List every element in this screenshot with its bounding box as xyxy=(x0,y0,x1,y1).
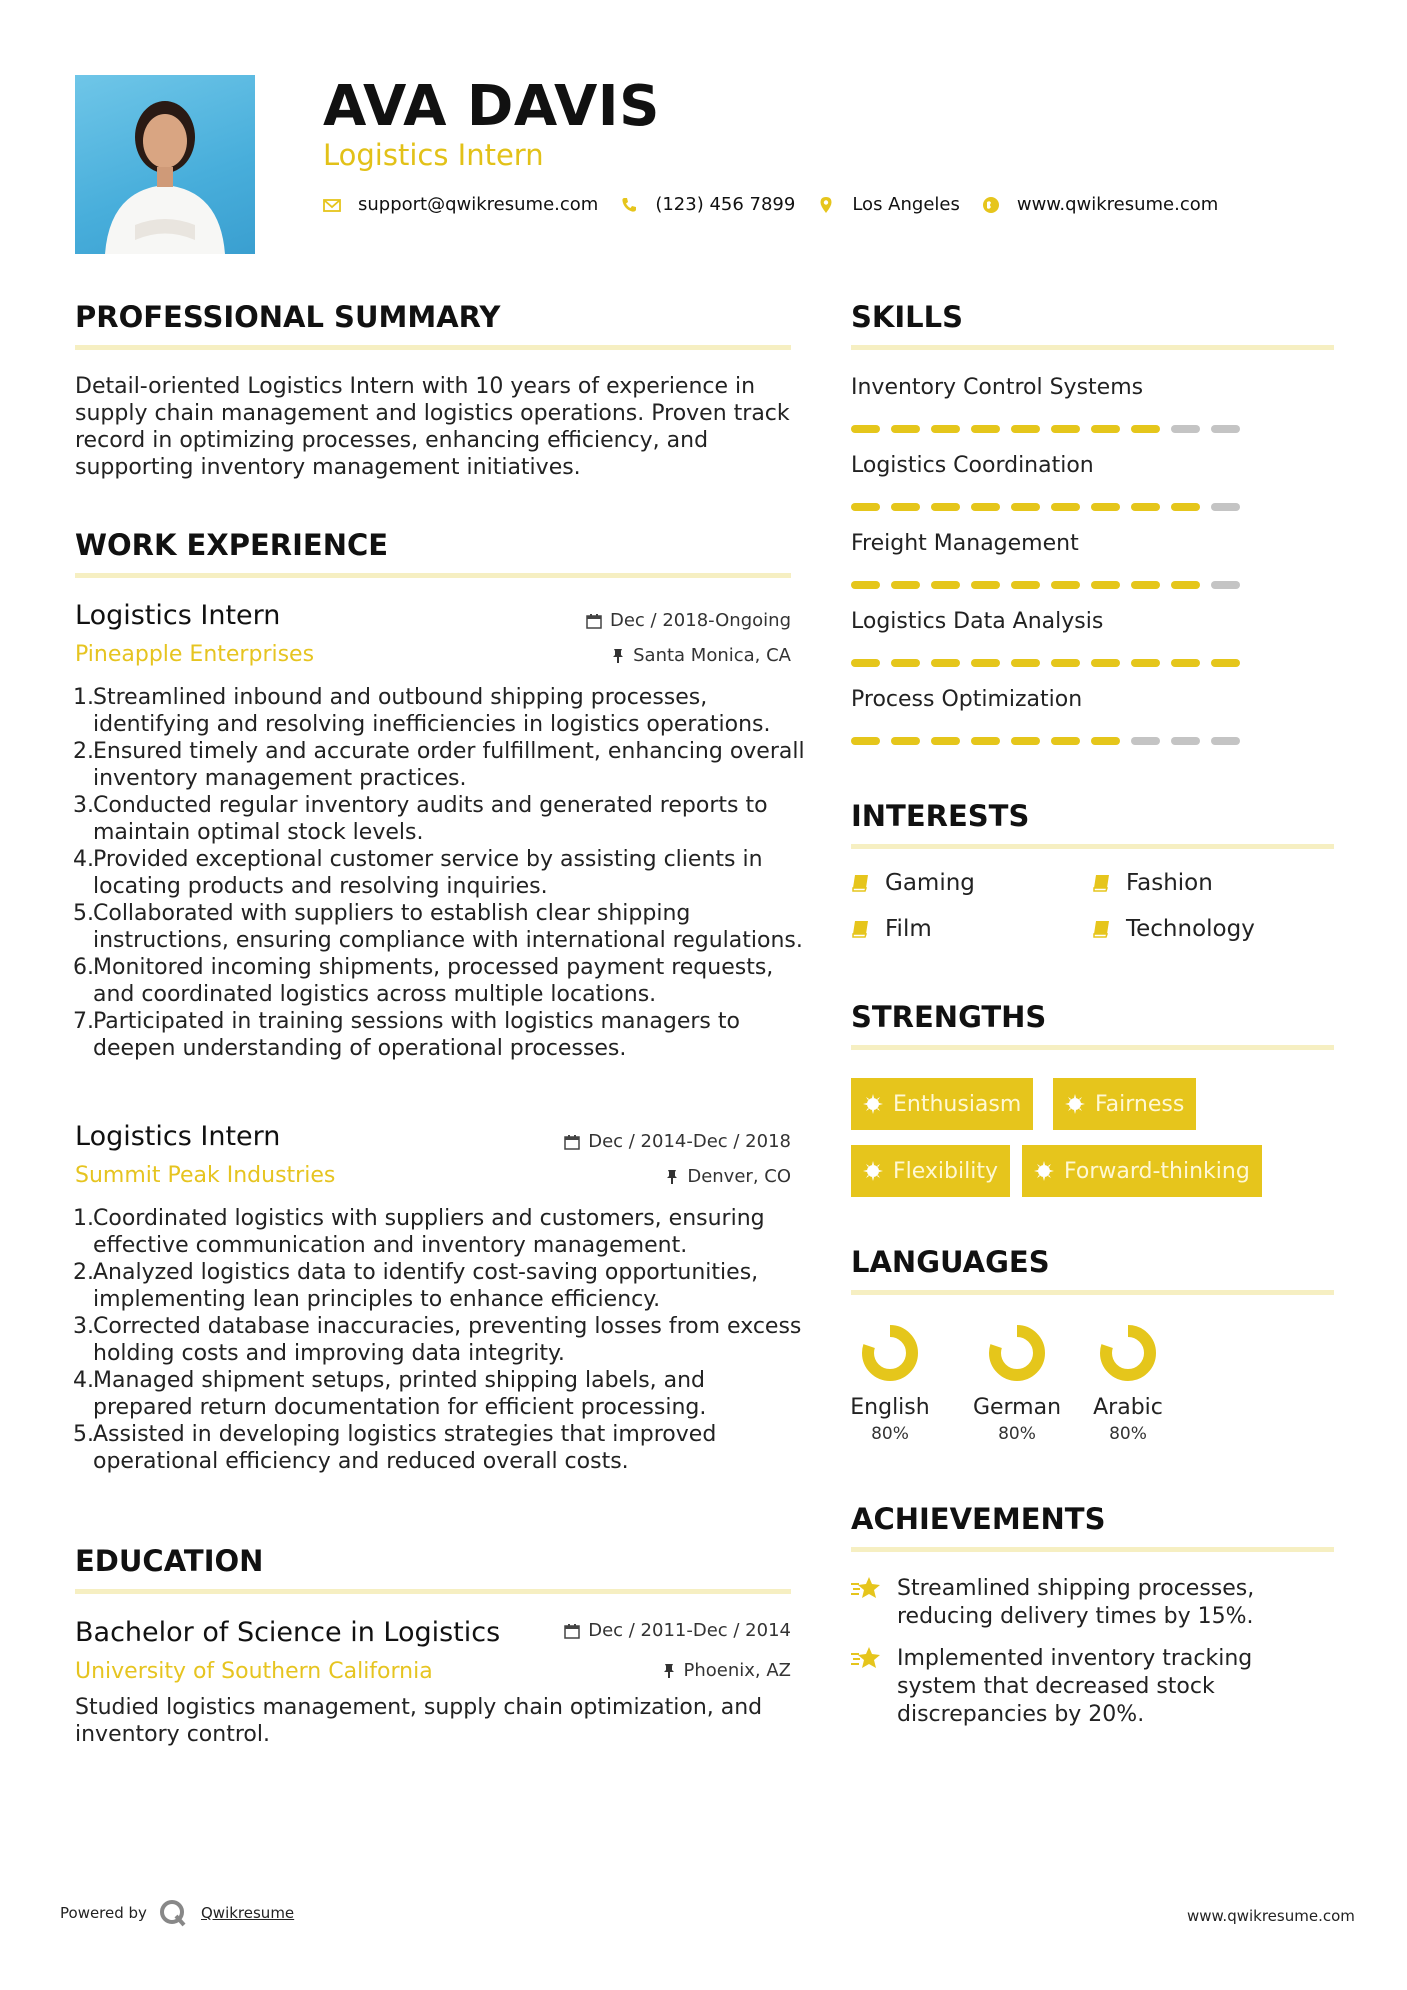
skill-name: Process Optimization xyxy=(851,687,1083,712)
skill-level-dash xyxy=(851,659,880,667)
skill-level-dash xyxy=(1051,503,1080,511)
job-bullets xyxy=(75,684,809,1062)
interest-item xyxy=(1092,916,1255,942)
skill-level-dash xyxy=(851,737,880,745)
skill-level-dash xyxy=(851,503,880,511)
contact-bar xyxy=(323,194,1240,215)
strength-chip xyxy=(851,1145,1010,1197)
skill-level-dash xyxy=(891,659,920,667)
skill-level-dash xyxy=(891,581,920,589)
language-ring-arc xyxy=(995,1331,1039,1375)
skill-level-dash xyxy=(1171,581,1200,589)
job-dates xyxy=(480,610,791,631)
strength-label: Flexibility xyxy=(893,1158,998,1184)
calendar-icon xyxy=(586,613,602,629)
skill-level-dash xyxy=(1091,581,1120,589)
interest-label: Film xyxy=(885,916,932,942)
interests-rule xyxy=(851,844,1334,849)
job-location xyxy=(480,645,791,666)
list-item: Ensured timely and accurate order fulfillment, enhancing overall inventory management practices. xyxy=(93,739,805,791)
summary-heading: PROFESSIONAL SUMMARY xyxy=(75,300,501,334)
list-item: Monitored incoming shipments, processed payment requests, and coordinated logistics across multiple locations. xyxy=(93,955,774,1007)
degree-title: Bachelor of Science in Logistics xyxy=(75,1617,501,1648)
skill-level-dash xyxy=(1051,581,1080,589)
skill-name: Inventory Control Systems xyxy=(851,375,1144,400)
skill-level-dash xyxy=(931,425,960,433)
job-dates xyxy=(480,1131,791,1152)
strength-chip xyxy=(1053,1078,1196,1130)
skill-level-dash xyxy=(971,503,1000,511)
location-pin-icon xyxy=(817,196,835,214)
book-icon xyxy=(1092,873,1112,893)
skill-level-dash xyxy=(1011,425,1040,433)
skill-level-dash xyxy=(1091,659,1120,667)
skill-level-dash xyxy=(1051,659,1080,667)
job-company: Summit Peak Industries xyxy=(75,1163,336,1188)
strengths-heading: STRENGTHS xyxy=(851,1000,1047,1034)
skill-level-dash xyxy=(1011,737,1040,745)
education-rule xyxy=(75,1589,791,1594)
education-location xyxy=(480,1660,791,1681)
skill-level-dash xyxy=(1091,425,1120,433)
achievement-item xyxy=(851,1645,1334,1729)
language-ring-arc xyxy=(1106,1331,1150,1375)
education-dates xyxy=(480,1620,791,1641)
job-dates-text: Dec / 2018-Ongoing xyxy=(610,610,791,631)
pushpin-icon xyxy=(662,1663,676,1679)
language-name: Arabic xyxy=(1093,1395,1163,1420)
interests-heading: INTERESTS xyxy=(851,799,1030,833)
education-location-text: Phoenix, AZ xyxy=(683,1660,791,1681)
skill-level-dash xyxy=(1131,737,1160,745)
strengths-rule xyxy=(851,1045,1334,1050)
globe-icon xyxy=(982,196,1000,214)
education-heading: EDUCATION xyxy=(75,1544,264,1578)
languages-heading: LANGUAGES xyxy=(851,1245,1050,1279)
skill-level-dash xyxy=(931,659,960,667)
skill-name: Logistics Data Analysis xyxy=(851,609,1104,634)
strength-label: Forward-thinking xyxy=(1064,1158,1250,1184)
skill-name: Logistics Coordination xyxy=(851,453,1094,478)
skill-level-dash xyxy=(1131,503,1160,511)
skill-level-dash xyxy=(971,425,1000,433)
school-name: University of Southern California xyxy=(75,1659,433,1684)
skill-level-dash xyxy=(1171,503,1200,511)
skill-level-dash xyxy=(1011,581,1040,589)
skill-level-dash xyxy=(931,503,960,511)
interest-item xyxy=(1092,870,1213,896)
skills-heading: SKILLS xyxy=(851,300,963,334)
job-location-text: Denver, CO xyxy=(687,1166,791,1187)
skill-level-dash xyxy=(1091,503,1120,511)
skill-name: Freight Management xyxy=(851,531,1079,556)
sun-icon xyxy=(1034,1161,1054,1181)
skill-level-dash xyxy=(1171,659,1200,667)
interest-item xyxy=(851,916,932,942)
interest-label: Technology xyxy=(1126,916,1255,942)
language-ring-arc xyxy=(868,1331,912,1375)
contact-location: Los Angeles xyxy=(852,194,960,215)
skill-level-dash xyxy=(1011,503,1040,511)
skill-level-bar xyxy=(851,503,1240,511)
language-ring xyxy=(860,1323,920,1383)
skill-level-dash xyxy=(1211,659,1240,667)
strength-label: Enthusiasm xyxy=(893,1091,1022,1117)
email-icon xyxy=(323,196,341,214)
language-name: English xyxy=(850,1395,930,1420)
achievement-text: Streamlined shipping processes, reducing delivery times by 15%. xyxy=(897,1576,1255,1629)
footer-url[interactable]: www.qwikresume.com xyxy=(1187,1907,1355,1925)
strength-label: Fairness xyxy=(1095,1091,1185,1117)
phone-icon xyxy=(620,196,638,214)
candidate-title: Logistics Intern xyxy=(323,138,544,172)
interest-item xyxy=(851,870,975,896)
language-item xyxy=(845,1323,935,1444)
skill-level-bar xyxy=(851,659,1240,667)
skill-level-dash xyxy=(1131,425,1160,433)
education-description: Studied logistics management, supply chain optimization, and inventory control. xyxy=(75,1695,763,1747)
experience-rule xyxy=(75,573,791,578)
skill-level-dash xyxy=(891,425,920,433)
language-name: German xyxy=(972,1395,1062,1420)
skill-level-dash xyxy=(1171,737,1200,745)
star-icon xyxy=(851,1575,881,1601)
skill-level-dash xyxy=(971,737,1000,745)
summary-text: Detail-oriented Logistics Intern with 10 years of experience in supply chain management and logistics operations. Proven track record in optimizing processes, enhancing efficiency, and supporting inventory management initiatives. xyxy=(75,374,790,480)
achievement-text: Implemented inventory tracking system that decreased stock discrepancies by 20%. xyxy=(897,1646,1253,1727)
list-item: Managed shipment setups, printed shipping labels, and prepared return documentation for efficient processing. xyxy=(93,1368,707,1420)
list-item: Streamlined inbound and outbound shipping processes, identifying and resolving inefficiencies in logistics operations. xyxy=(93,685,771,737)
job-bullets xyxy=(75,1205,809,1475)
pushpin-icon xyxy=(665,1169,679,1185)
skill-level-dash xyxy=(1171,425,1200,433)
interest-label: Gaming xyxy=(885,870,975,896)
list-item: Coordinated logistics with suppliers and customers, ensuring effective communication and inventory management. xyxy=(93,1206,765,1258)
contact-phone[interactable]: (123) 456 7899 xyxy=(655,194,796,215)
achievements-heading: ACHIEVEMENTS xyxy=(851,1502,1106,1536)
strength-chip xyxy=(851,1078,1033,1130)
qwikresume-logo-icon xyxy=(158,1898,188,1928)
calendar-icon xyxy=(564,1134,580,1150)
book-icon xyxy=(1092,919,1112,939)
skills-rule xyxy=(851,345,1334,350)
list-item: Provided exceptional customer service by assisting clients in locating products and resolving inquiries. xyxy=(93,847,763,899)
skill-level-dash xyxy=(1211,737,1240,745)
language-percent: 80% xyxy=(1109,1424,1147,1444)
interest-label: Fashion xyxy=(1126,870,1213,896)
language-percent: 80% xyxy=(871,1424,909,1444)
skill-level-bar xyxy=(851,737,1240,745)
skill-level-dash xyxy=(1211,503,1240,511)
skill-level-dash xyxy=(971,581,1000,589)
list-item: Assisted in developing logistics strategies that improved operational efficiency and reduced overall costs. xyxy=(93,1422,717,1474)
education-dates-text: Dec / 2011-Dec / 2014 xyxy=(588,1620,791,1641)
job-company: Pineapple Enterprises xyxy=(75,642,315,667)
job-title: Logistics Intern xyxy=(75,600,281,631)
book-icon xyxy=(851,919,871,939)
book-icon xyxy=(851,873,871,893)
candidate-name: AVA DAVIS xyxy=(323,74,660,139)
skill-level-dash xyxy=(1211,425,1240,433)
summary-rule xyxy=(75,345,791,350)
skill-level-dash xyxy=(891,503,920,511)
language-percent: 80% xyxy=(998,1424,1036,1444)
list-item: Participated in training sessions with logistics managers to deepen understanding of operational processes. xyxy=(93,1009,740,1061)
list-item: Corrected database inaccuracies, preventing losses from excess holding costs and improving data integrity. xyxy=(93,1314,802,1366)
strength-chip xyxy=(1022,1145,1262,1197)
skill-level-dash xyxy=(1131,581,1160,589)
language-ring xyxy=(1098,1323,1158,1383)
skill-level-dash xyxy=(891,737,920,745)
languages-rule xyxy=(851,1290,1334,1295)
skill-level-dash xyxy=(931,581,960,589)
skill-level-dash xyxy=(1131,659,1160,667)
sun-icon xyxy=(1065,1094,1085,1114)
job-location xyxy=(480,1166,791,1187)
list-item: Conducted regular inventory audits and generated reports to maintain optimal stock levels. xyxy=(93,793,768,845)
skill-level-dash xyxy=(851,425,880,433)
contact-website[interactable]: www.qwikresume.com xyxy=(1016,194,1219,215)
sun-icon xyxy=(863,1094,883,1114)
skill-level-dash xyxy=(1011,659,1040,667)
skill-level-dash xyxy=(851,581,880,589)
experience-heading: WORK EXPERIENCE xyxy=(75,528,389,562)
skill-level-dash xyxy=(1091,737,1120,745)
qwikresume-link[interactable]: Qwikresume xyxy=(201,1904,295,1922)
calendar-icon xyxy=(564,1623,580,1639)
pushpin-icon xyxy=(611,648,625,664)
language-item xyxy=(1083,1323,1173,1444)
list-item: Collaborated with suppliers to establish clear shipping instructions, ensuring compliance with international regulations. xyxy=(93,901,803,953)
skill-level-dash xyxy=(971,659,1000,667)
achievement-item xyxy=(851,1575,1334,1631)
contact-email[interactable]: support@qwikresume.com xyxy=(358,194,599,215)
job-title: Logistics Intern xyxy=(75,1121,281,1152)
achievements-rule xyxy=(851,1547,1334,1552)
job-location-text: Santa Monica, CA xyxy=(633,645,791,666)
skill-level-dash xyxy=(1051,425,1080,433)
list-item: Analyzed logistics data to identify cost-saving opportunities, implementing lean principles to enhance efficiency. xyxy=(93,1260,759,1312)
skill-level-dash xyxy=(931,737,960,745)
skill-level-dash xyxy=(1051,737,1080,745)
skill-level-bar xyxy=(851,425,1240,433)
language-ring xyxy=(987,1323,1047,1383)
star-icon xyxy=(851,1645,881,1671)
job-dates-text: Dec / 2014-Dec / 2018 xyxy=(588,1131,791,1152)
language-item xyxy=(972,1323,1062,1444)
skill-level-dash xyxy=(1211,581,1240,589)
skill-level-bar xyxy=(851,581,1240,589)
sun-icon xyxy=(863,1161,883,1181)
powered-by-label: Powered by xyxy=(60,1904,147,1922)
profile-photo xyxy=(75,75,255,254)
